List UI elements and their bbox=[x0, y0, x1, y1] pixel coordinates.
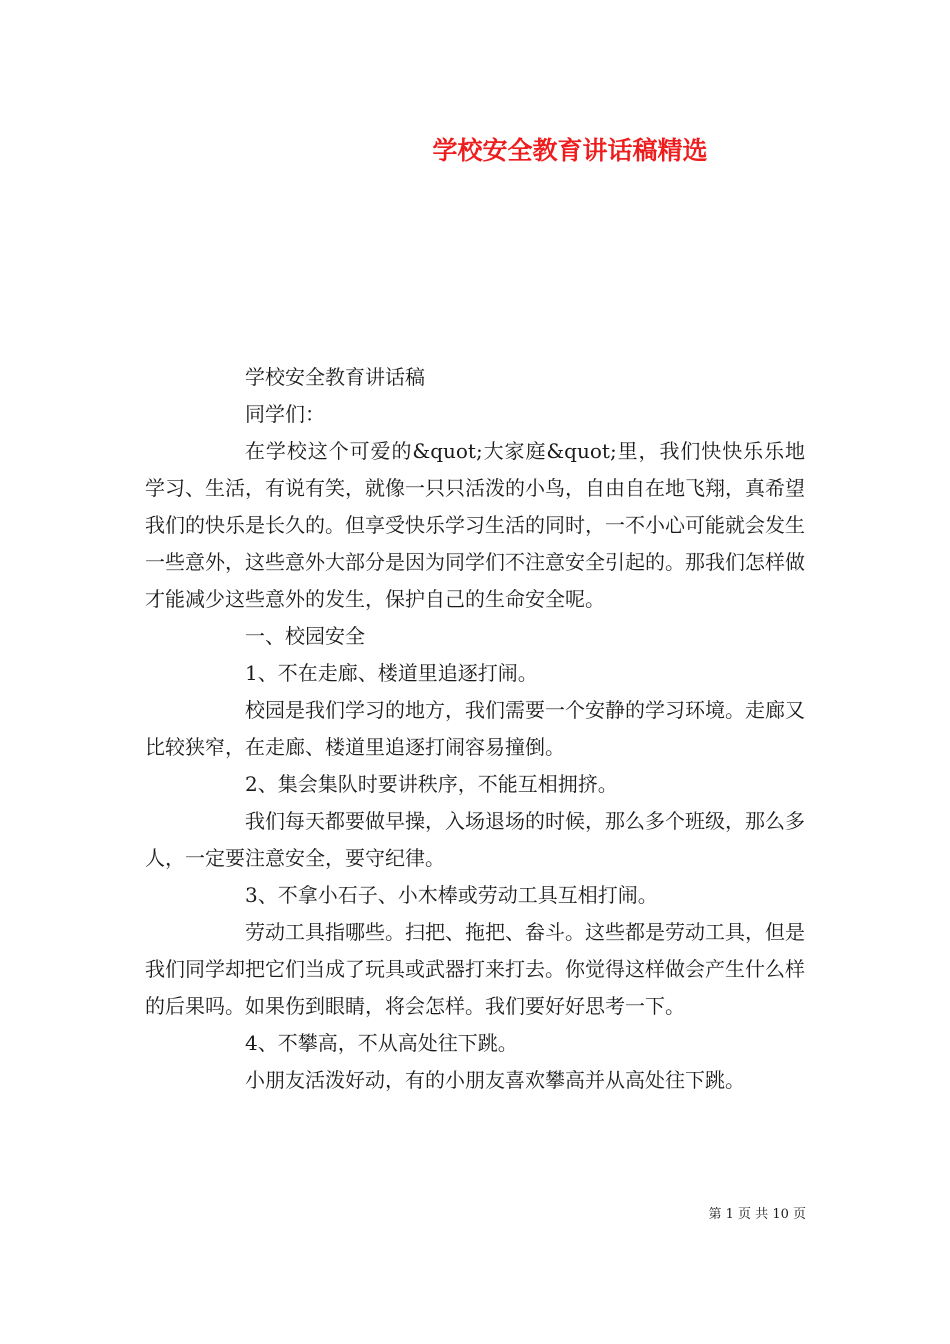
rule-1: 1、不在走廊、楼道里追逐打闹。 bbox=[245, 661, 538, 685]
rule-2-explanation: 我们每天都要做早操，入场退场的时候，那么多个班级，那么多人，一定要注意安全，要守纪律。 bbox=[145, 809, 805, 870]
rule-1-explanation: 校园是我们学习的地方，我们需要一个安静的学习环境。走廊又比较狭窄，在走廊、楼道里追逐打闹容易撞倒。 bbox=[145, 698, 805, 759]
rule-2: 2、集会集队时要讲秩序，不能互相拥挤。 bbox=[245, 772, 618, 796]
section-heading-campus-safety: 一、校园安全 bbox=[245, 624, 365, 648]
page-number: 第 1 页 共 10 页 bbox=[708, 1207, 806, 1222]
rule-4-explanation: 小朋友活泼好动，有的小朋友喜欢攀高并从高处往下跳。 bbox=[245, 1068, 745, 1092]
document-title: 学校安全教育讲话稿精选 bbox=[432, 136, 708, 165]
rule-3: 3、不拿小石子、小木棒或劳动工具互相打闹。 bbox=[245, 883, 658, 907]
document-body bbox=[145, 359, 805, 1099]
salutation: 同学们： bbox=[245, 402, 325, 426]
rule-4: 4、不攀高，不从高处往下跳。 bbox=[245, 1031, 518, 1055]
intro-paragraph: 在学校这个可爱的&quot;大家庭&quot;里，我们快快乐乐地学习、生活，有说有笑，就像一只只活泼的小鸟，自由自在地飞翔，真希望我们的快乐是长久的。但享受快乐学习生活的同时，一不小心可能就会发生一些意外，这些意外大部分是因为同学们不注意安全引起的。那我们怎样做才能减少这些意外的发生，保护自己的生命安全呢。 bbox=[145, 439, 805, 611]
speech-heading: 学校安全教育讲话稿 bbox=[245, 365, 425, 389]
rule-3-explanation: 劳动工具指哪些。扫把、拖把、畚斗。这些都是劳动工具，但是我们同学却把它们当成了玩具或武器打来打去。你觉得这样做会产生什么样的后果吗。如果伤到眼睛，将会怎样。我们要好好思考一下。 bbox=[145, 920, 805, 1018]
